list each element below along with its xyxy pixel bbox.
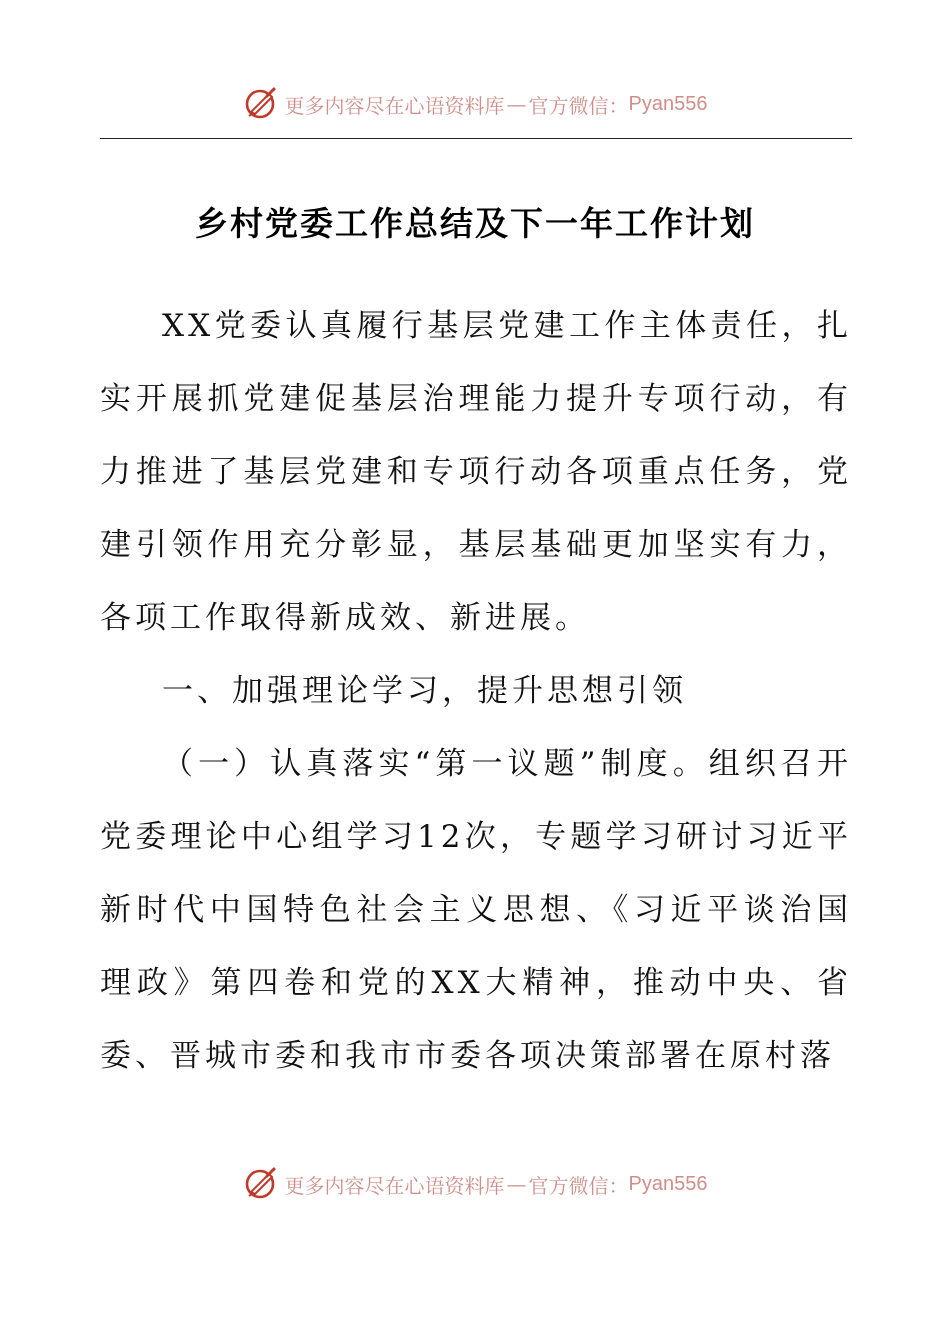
pen-logo-icon: [243, 86, 279, 122]
paragraph-subsection: （一）认真落实“第一议题”制度。组织召开党委理论中心组学习12次，专题学习研讨习近平新时代中国特色社会主义思想、《习近平谈治国理政》第四卷和党的XX大精神，推动中央、省委、晋城市委和我市市委各项决策部署在原村落: [100, 746, 852, 1074]
footer-banner: [0, 1162, 950, 1206]
banner-separator: —: [506, 92, 527, 116]
banner-text: 更多内容尽在心语资料库: [284, 93, 505, 118]
pen-logo-icon: [243, 1166, 279, 1202]
header-rule: [100, 138, 852, 139]
header-banner: [0, 82, 950, 126]
document-body: [100, 290, 852, 1093]
banner-wechat-label: 官方微信：: [528, 1173, 629, 1198]
banner-wechat-label: 官方微信：: [528, 93, 629, 118]
section-heading: 一、加强理论学习，提升思想引领: [162, 673, 687, 709]
paragraph-intro: XX党委认真履行基层党建工作主体责任，扎实开展抓党建促基层治理能力提升专项行动，有力推进了基层党建和专项行动各项重点任务，党建引领作用充分彰显，基层基础更加坚实有力，各项工作取得新成效、新进展。: [100, 308, 852, 636]
banner-wechat-id: Pyan556: [628, 92, 708, 115]
banner-separator: —: [506, 1172, 527, 1196]
banner-wechat-id: Pyan556: [628, 1172, 708, 1195]
document-title: 乡村党委工作总结及下一年工作计划: [195, 204, 755, 243]
banner-text: 更多内容尽在心语资料库: [284, 1173, 505, 1198]
